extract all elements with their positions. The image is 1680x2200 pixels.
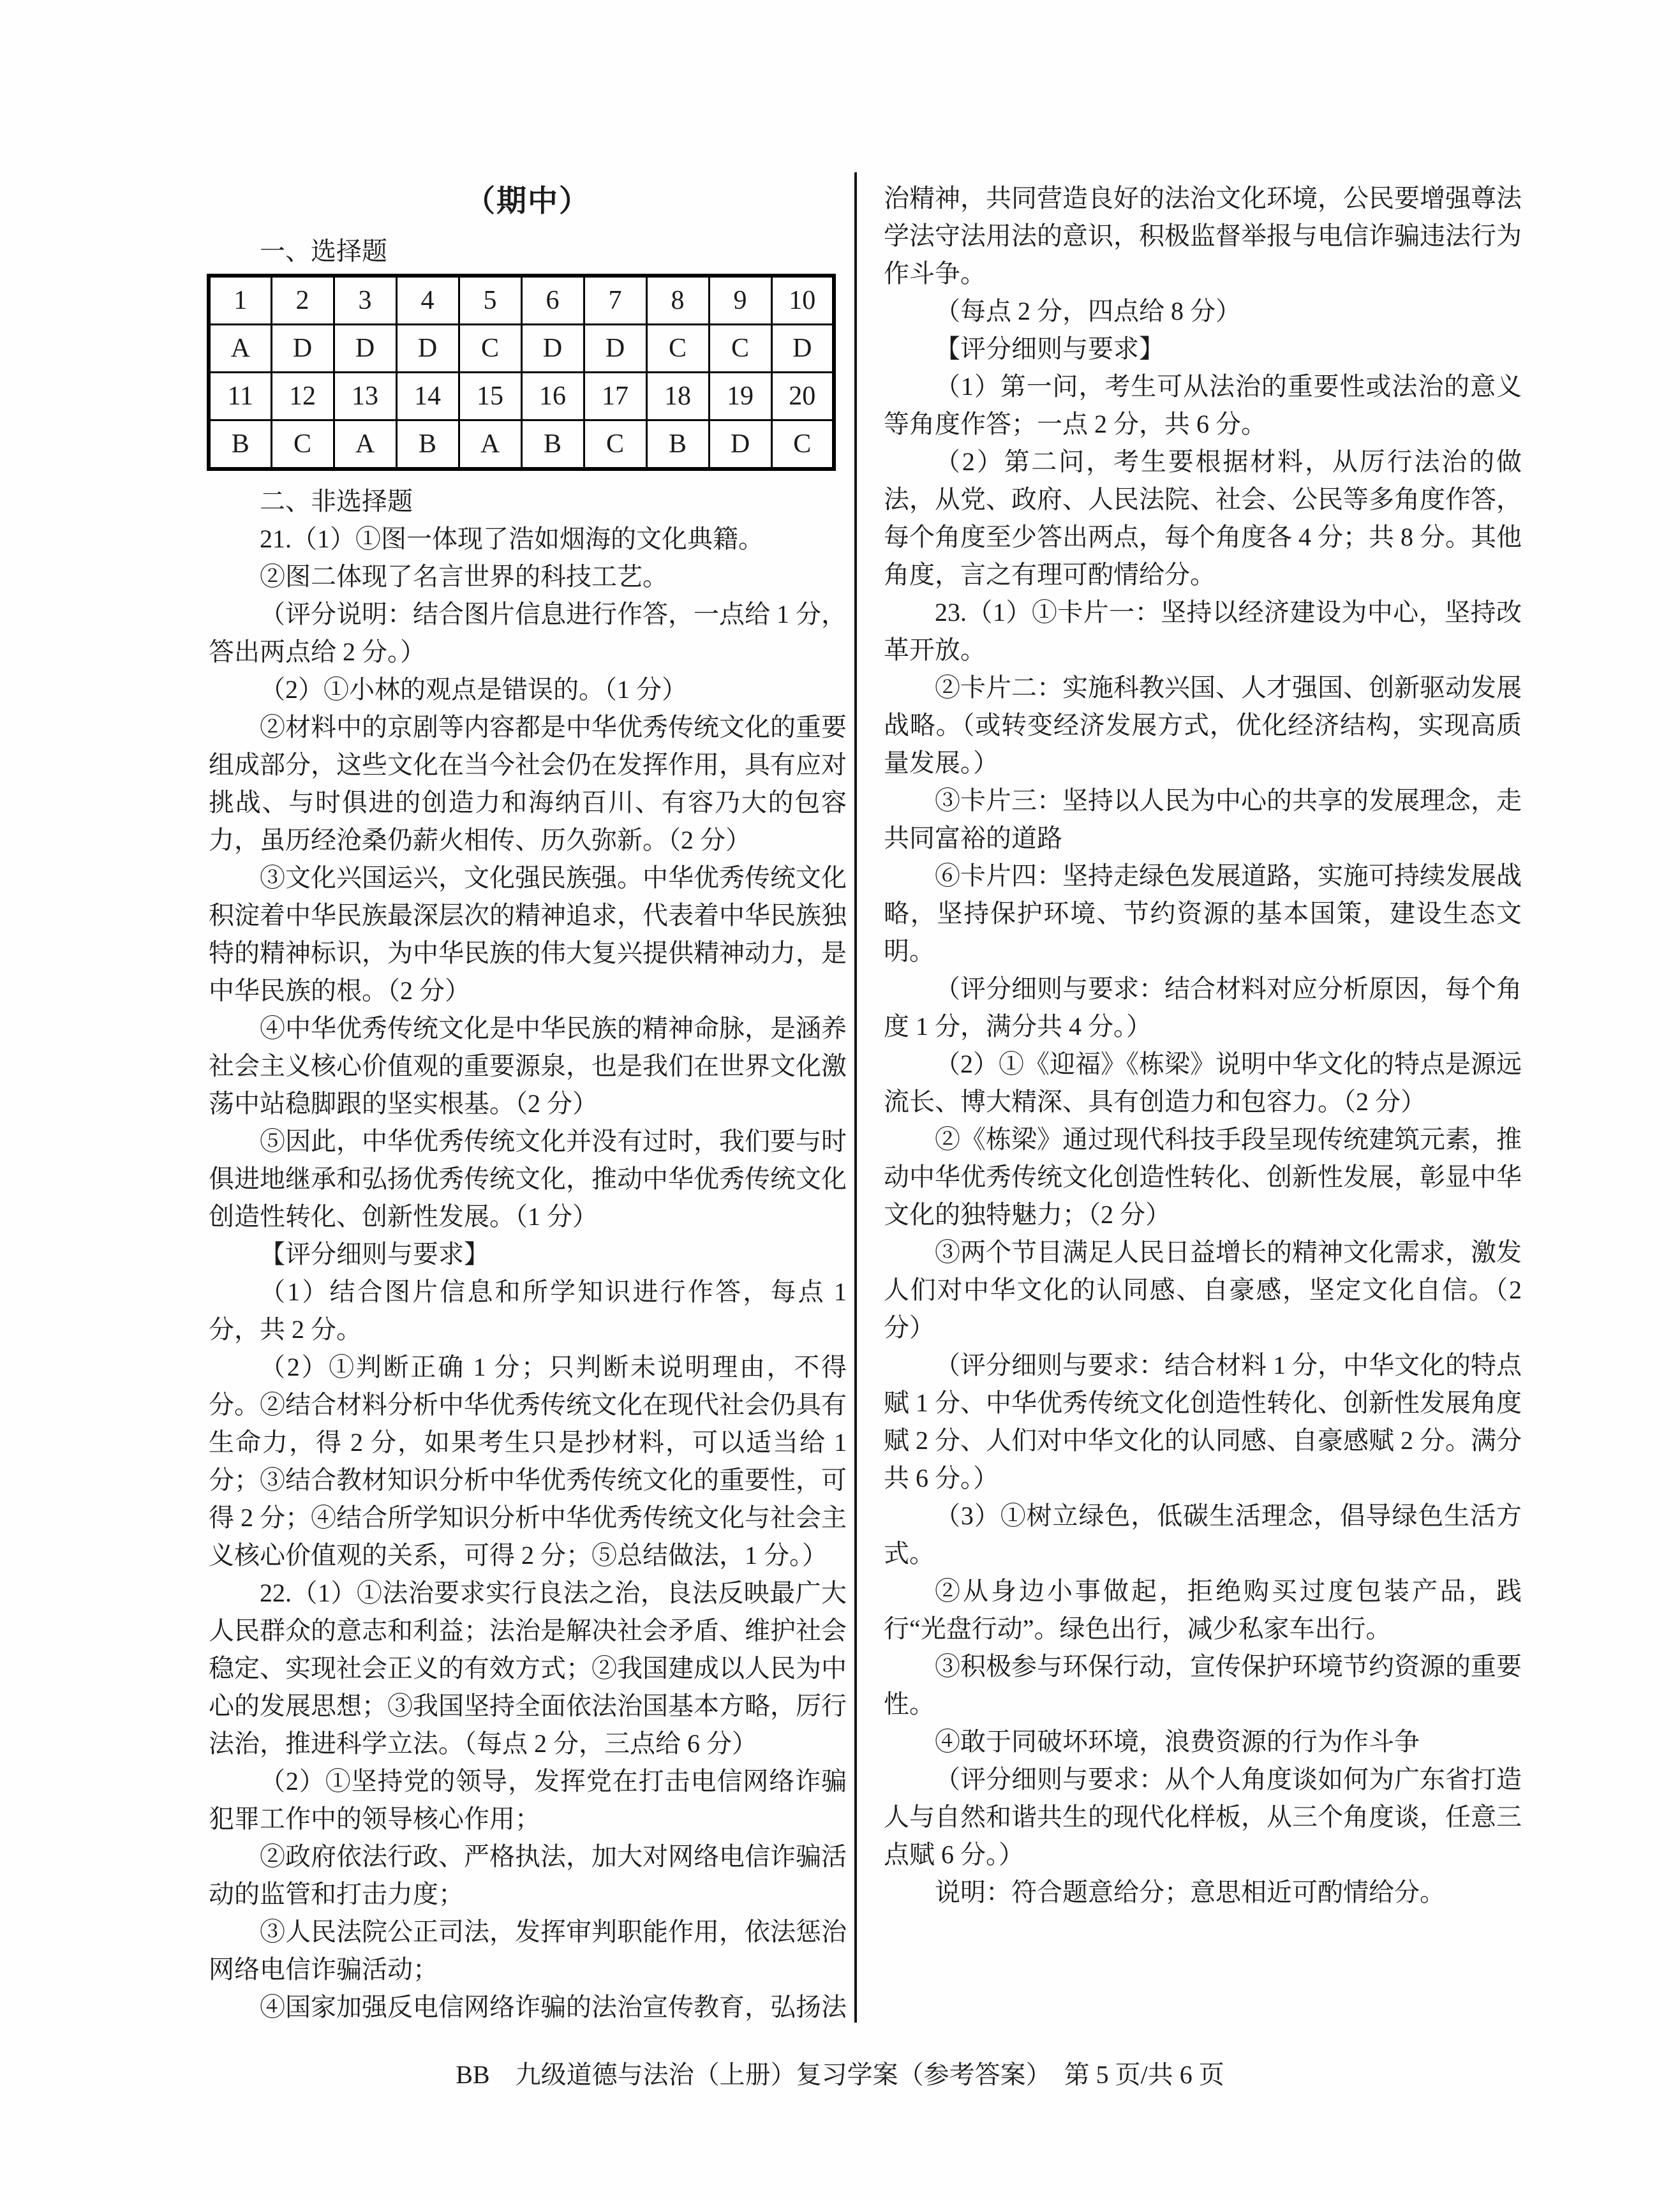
- answer-table-cell: C: [771, 420, 834, 470]
- answer-paragraph: ④国家加强反电信网络诈骗的法治宣传教育，弘扬法: [260, 1993, 847, 2021]
- answer-table-cell: D: [584, 325, 646, 373]
- answer-paragraph: 23.（1）①卡片一：坚持以经济建设为中心，坚持改革开放。: [884, 598, 1522, 664]
- answer-table-cell: A: [209, 325, 271, 373]
- section-heading-choice-questions: 一、选择题: [260, 237, 387, 265]
- answer-paragraph: ③卡片三：坚持以人民为中心的共享的发展理念，走共同富裕的道路: [884, 786, 1522, 852]
- answer-paragraph: （评分说明：结合图片信息进行作答，一点给 1 分，答出两点给 2 分。）: [209, 600, 847, 666]
- answer-table-row: [209, 420, 834, 470]
- answer-table-cell: C: [271, 420, 334, 470]
- answer-paragraph: （1）结合图片信息和所学知识进行作答，每点 1 分，共 2 分。: [209, 1277, 847, 1344]
- answer-table-cell: 15: [459, 373, 521, 420]
- answer-paragraph: （1）第一问，考生可从法治的重要性或法治的意义等角度作答；一点 2 分，共 6 分。: [884, 372, 1522, 438]
- answer-table-cell: 19: [709, 373, 771, 420]
- answer-table-cell: 7: [584, 276, 646, 325]
- answer-paragraph: ⑥卡片四：坚持走绿色发展道路，实施可持续发展战略，坚持保护环境、节约资源的基本国策，建设生态文明。: [884, 861, 1522, 965]
- answer-table-cell: B: [521, 420, 584, 470]
- answer-paragraph: ②材料中的京剧等内容都是中华优秀传统文化的重要组成部分，这些文化在当今社会仍在发挥作用，具有应对挑战、与时俱进的创造力和海纳百川、有容乃大的包容力，虽历经沧桑仍薪火相传、历久弥新。（2 分）: [209, 713, 847, 854]
- answer-table-row: [209, 276, 834, 325]
- answer-table-cell: 16: [521, 373, 584, 420]
- answer-table-cell: 5: [459, 276, 521, 325]
- answer-table-cell: C: [646, 325, 709, 373]
- page-title: （期中）: [465, 185, 590, 218]
- answer-paragraph: ③两个节目满足人民日益增长的精神文化需求，激发人们对中华文化的认同感、自豪感，坚定文化自信。（2 分）: [884, 1238, 1522, 1342]
- answer-table-row: [209, 325, 834, 373]
- answer-table-cell: 12: [271, 373, 334, 420]
- answer-paragraph: ②从身边小事做起，拒绝购买过度包装产品，践行“光盘行动”。绿色出行，减少私家车出行。: [884, 1577, 1522, 1643]
- answer-table-cell: 3: [334, 276, 396, 325]
- answer-table-body: [209, 276, 834, 469]
- answer-paragraph: （2）①判断正确 1 分；只判断未说明理由，不得分。②结合材料分析中华优秀传统文化在现代社会仍具有生命力，得 2 分，如果考生只是抄材料，可以适当给 1 分；③结合教材知识分析中华优秀传统文化的重要性，可得 2 分；④结合所学知识分析中华优秀传统文化与社会主义核心价值观的关系，可得 2 分；⑤总结做法，1 分。）: [209, 1353, 847, 1570]
- answer-table-cell: A: [459, 420, 521, 470]
- answer-table-cell: 13: [334, 373, 396, 420]
- answer-paragraph: 21.（1）①图一体现了浩如烟海的文化典籍。: [260, 524, 764, 553]
- answer-table-cell: 11: [209, 373, 271, 420]
- answer-paragraph: ⑤因此，中华优秀传统文化并没有过时，我们要与时俱进地继承和弘扬优秀传统文化，推动中华优秀传统文化创造性转化、创新性发展。（1 分）: [209, 1127, 847, 1231]
- answer-paragraph: ④中华优秀传统文化是中华民族的精神命脉，是涵养社会主义核心价值观的重要源泉，也是我们在世界文化激荡中站稳脚跟的坚实根基。（2 分）: [209, 1014, 847, 1118]
- answer-paragraph: ②政府依法行政、严格执法，加大对网络电信诈骗活动的监管和打击力度；: [209, 1842, 847, 1908]
- answer-table-cell: C: [709, 325, 771, 373]
- answer-table: [207, 274, 836, 471]
- answer-table-cell: 10: [771, 276, 834, 325]
- answer-paragraph: （评分细则与要求：结合材料对应分析原因，每个角度 1 分，满分共 4 分。）: [884, 974, 1522, 1041]
- column-divider: [854, 172, 857, 2023]
- answer-paragraph: 【评分细则与要求】: [935, 334, 1164, 363]
- left-paragraphs: [209, 482, 847, 2026]
- answer-paragraph: （2）①坚持党的领导，发挥党在打击电信网络诈骗犯罪工作中的领导核心作用；: [209, 1767, 847, 1833]
- answer-table-cell: 20: [771, 373, 834, 420]
- answer-paragraph: ②《栋梁》通过现代科技手段呈现传统建筑元素，推动中华优秀传统文化创造性转化、创新性发展，彰显中华文化的独特魅力；（2 分）: [884, 1125, 1522, 1229]
- answer-table-cell: D: [271, 325, 334, 373]
- answer-paragraph: ②图二体现了名言世界的科技工艺。: [260, 562, 668, 591]
- answer-table-cell: 4: [396, 276, 459, 325]
- answer-paragraph: （评分细则与要求：从个人角度谈如何为广东省打造人与自然和谐共生的现代化样板，从三个角度谈，任意三点赋 6 分。）: [884, 1765, 1522, 1869]
- answer-table-cell: C: [459, 325, 521, 373]
- answer-paragraph: （每点 2 分，四点给 8 分）: [935, 297, 1241, 325]
- left-column: [209, 181, 847, 2026]
- answer-table-cell: 6: [521, 276, 584, 325]
- answer-table-cell: D: [771, 325, 834, 373]
- answer-paragraph: （2）①小林的观点是错误的。（1 分）: [260, 675, 687, 704]
- answer-table-row: [209, 373, 834, 420]
- answer-paragraph: （2）①《迎福》《栋梁》说明中华文化的特点是源远流长、博大精深、具有创造力和包容力。（2 分）: [884, 1050, 1522, 1116]
- answer-paragraph: ③积极参与环保行动，宣传保护环境节约资源的重要性。: [884, 1652, 1522, 1718]
- answer-paragraph: （评分细则与要求：结合材料 1 分，中华文化的特点赋 1 分、中华优秀传统文化创造性转化、创新性发展角度赋 2 分、人们对中华文化的认同感、自豪感赋 2 分。满分共 6 分。）: [884, 1351, 1522, 1492]
- answer-paragraph: 22.（1）①法治要求实行良法之治，良法反映最广大人民群众的意志和利益；法治是解决社会矛盾、维护社会稳定、实现社会正义的有效方式；②我国建成以人民为中心的发展思想；③我国坚持全面依法治国基本方略，厉行法治，推进科学立法。（每点 2 分，三点给 6 分）: [209, 1579, 847, 1758]
- answer-paragraph: ②卡片二：实施科教兴国、人才强国、创新驱动发展战略。（或转变经济发展方式，优化经济结构，实现高质量发展。）: [884, 673, 1522, 777]
- answer-table-cell: D: [709, 420, 771, 470]
- answer-table-cell: 1: [209, 276, 271, 325]
- answer-table-cell: D: [521, 325, 584, 373]
- answer-paragraph: 二、非选择题: [260, 487, 413, 516]
- answer-table-cell: 14: [396, 373, 459, 420]
- answer-paragraph: （2）第二问，考生要根据材料，从厉行法治的做法，从党、政府、人民法院、社会、公民等多角度作答，每个角度至少答出两点，每个角度各 4 分；共 8 分。其他角度，言之有理可酌情给分。: [884, 447, 1522, 589]
- answer-table-cell: B: [396, 420, 459, 470]
- answer-table-cell: A: [334, 420, 396, 470]
- answer-paragraph: ③人民法院公正司法，发挥审判职能作用，依法惩治网络电信诈骗活动；: [209, 1917, 847, 1984]
- answer-table-cell: B: [646, 420, 709, 470]
- right-column: [884, 179, 1522, 1911]
- answer-table-cell: C: [584, 420, 646, 470]
- answer-paragraph: 【评分细则与要求】: [260, 1240, 489, 1268]
- answer-table-cell: D: [334, 325, 396, 373]
- answer-table-cell: 2: [271, 276, 334, 325]
- page-footer: BB 九级道德与法治（上册）复习学案（参考答案） 第 5 页/共 6 页: [456, 2060, 1224, 2089]
- answer-paragraph: 说明：符合题意给分；意思相近可酌情给分。: [935, 1878, 1445, 1906]
- answer-paragraph: 治精神，共同营造良好的法治文化环境，公民要增强尊法学法守法用法的意识，积极监督举报与电信诈骗违法行为作斗争。: [884, 184, 1522, 288]
- answer-table-cell: D: [396, 325, 459, 373]
- answer-paragraph: ④敢于同破坏环境，浪费资源的行为作斗争: [935, 1727, 1420, 1756]
- answer-table-cell: 9: [709, 276, 771, 325]
- answer-paragraph: （3）①树立绿色，低碳生活理念，倡导绿色生活方式。: [884, 1501, 1522, 1568]
- answer-paragraph: ③文化兴国运兴，文化强民族强。中华优秀传统文化积淀着中华民族最深层次的精神追求，代表着中华民族独特的精神标识，为中华民族的伟大复兴提供精神动力，是中华民族的根。（2 分）: [209, 863, 847, 1005]
- answer-table-cell: B: [209, 420, 271, 470]
- right-paragraphs: [884, 179, 1522, 1911]
- answer-table-cell: 8: [646, 276, 709, 325]
- answer-table-cell: 18: [646, 373, 709, 420]
- answer-table-cell: 17: [584, 373, 646, 420]
